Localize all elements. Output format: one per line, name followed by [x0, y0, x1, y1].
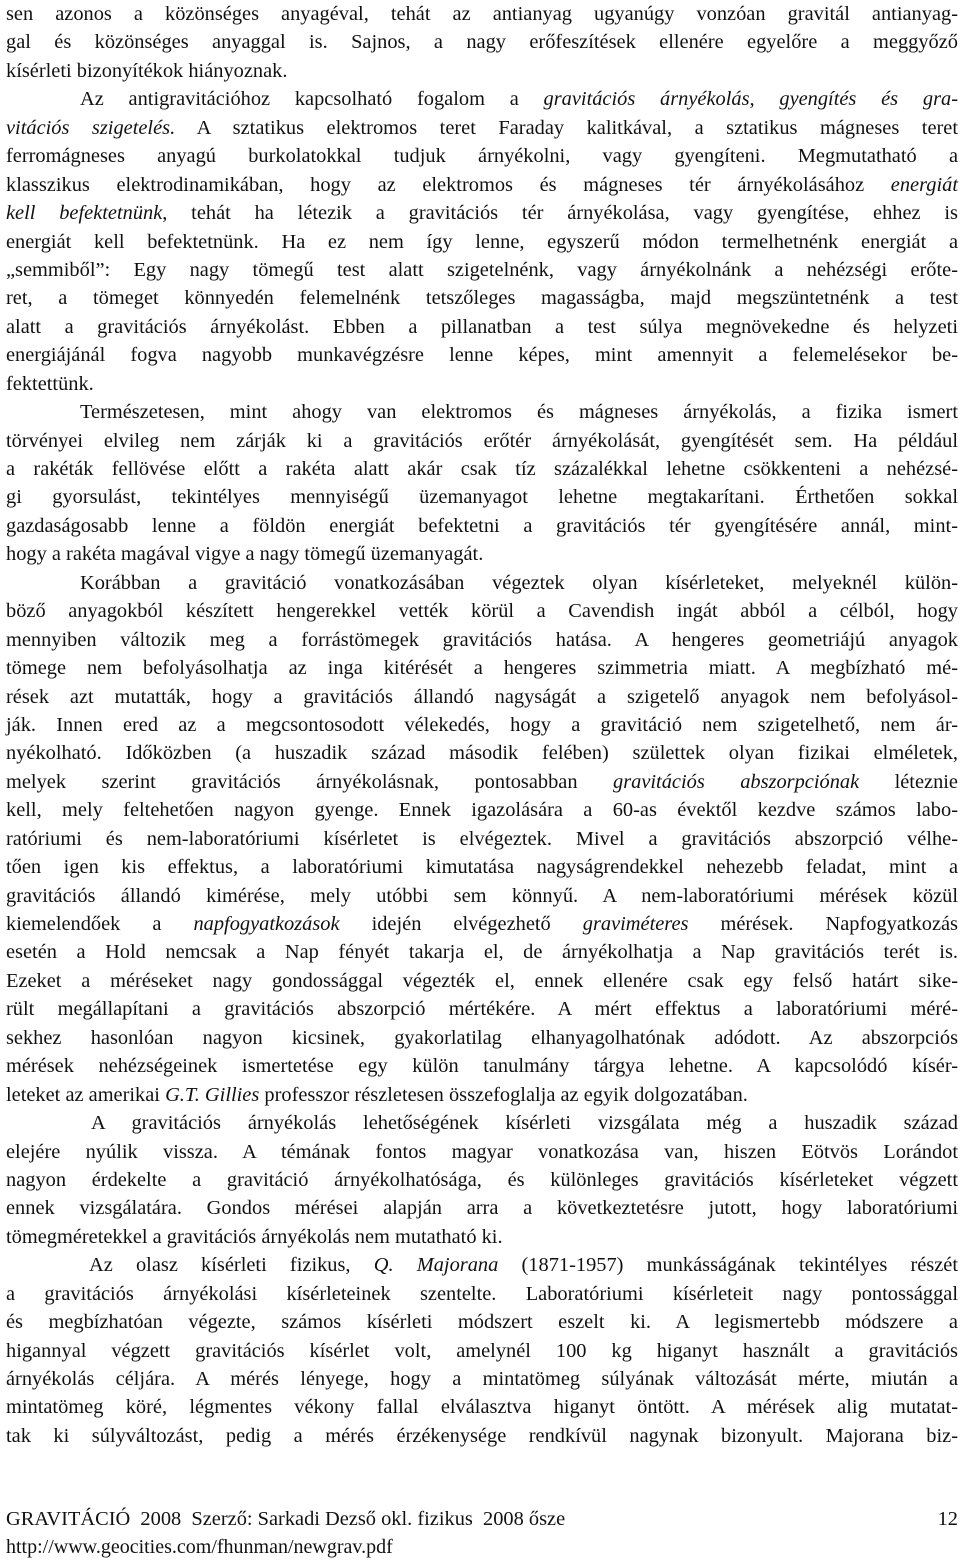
text-segment: „semmiből”: Egy nagy tömegű test alatt szigetelnénk, vagy árnyékolnánk a nehézségi erőte-: [6, 258, 958, 281]
text-segment: leteket az amerikai: [6, 1083, 166, 1106]
text-segment: Az antigravitációhoz kapcsolható fogalom a: [80, 88, 544, 111]
text-segment: tömegméretekkel a gravitációs árnyékolás nem mutatható ki.: [6, 1225, 503, 1248]
text-segment: melyek szerint gravitációs árnyékolásnak, pontosabban: [6, 770, 613, 793]
italic-term: gravitációs árnyékolás, gyengítés és gra-: [543, 88, 958, 111]
text-line: [6, 1308, 958, 1336]
text-segment: (1871-1957) munkásságának tekintélyes részét: [498, 1254, 959, 1277]
text-line: [6, 256, 958, 284]
text-line: [6, 284, 958, 312]
italic-term: vitációs szigetelés.: [6, 116, 176, 139]
text-line: [6, 825, 958, 853]
text-line: [6, 882, 958, 910]
text-segment: A gravitációs árnyékolás lehetőségének kísérleti vizsgálata még a huszadik század: [91, 1112, 958, 1135]
text-segment: tak ki súlyváltozást, pedig a mérés érzékenysége rendkívül nagynak bizonyult. Majorana biz-: [6, 1424, 958, 1447]
text-segment: árnyékolás céljára. A mérés lényege, hogy a mintatömeg súlyának változását mérte, miután a: [6, 1368, 958, 1390]
text-line: [6, 1166, 958, 1194]
text-segment: mintatömeg köré, légmentes vékony fallal elválasztva higanyt öntött. A mérések alig mutatat-: [6, 1396, 958, 1419]
page-footer: [6, 1505, 958, 1561]
text-segment: esetén a Hold nemcsak a Nap fényét takarja el, de árnyékolhatja a Nap gravitációs terét is.: [6, 941, 958, 964]
text-segment: ferromágneses anyagú burkolatokkal tudjuk árnyékolni, vagy gyengíteni. Megmutatható a: [6, 145, 958, 168]
text-segment: A sztatikus elektromos teret Faraday kalitkával, a sztatikus mágneses teret: [175, 116, 959, 139]
text-segment: sekhez hasonlóan nagyon kicsinek, gyakorlatilag elhanyagolhatónak adódott. Az abszorpciós: [6, 1026, 958, 1049]
text-segment: hogy a rakéta magával vigye a nagy tömegű üzemanyagát.: [6, 543, 484, 566]
text-line: [6, 1280, 958, 1308]
text-line: [6, 540, 958, 568]
text-segment: gi gyorsulást, tekintélyes mennyiségű üzemanyagot lehetne megtakarítani. Érthetően sokkal: [6, 486, 958, 509]
text-line: [6, 0, 958, 28]
italic-term: graviméteres: [582, 913, 689, 935]
text-line: [6, 1081, 958, 1109]
text-segment: gazdaságosabb lenne a földön energiát befektetni a gravitációs tér gyengítésére annál, mint-: [6, 514, 958, 537]
text-line: [6, 1422, 958, 1450]
text-segment: tömege nem befolyásolhatja az inga kitérését a hengeres szimmetria miatt. A megbízható mé-: [6, 657, 958, 680]
text-segment: a rakéták fellövése előtt a rakéta alatt akár csak tíz százalékkal lehetne csökkenteni a nehézsé-: [6, 458, 958, 480]
text-line: [6, 796, 958, 824]
footer-info: GRAVITÁCIÓ 2008 Szerző: Sarkadi Dezső okl. fizikus 2008 ősze: [6, 1508, 566, 1530]
text-segment: kiemelendőek a: [6, 913, 194, 935]
text-segment: idején elvégezhető: [339, 913, 583, 935]
text-line: [6, 938, 958, 966]
text-line: [6, 483, 958, 511]
italic-term: G.T. Gillies: [165, 1083, 260, 1106]
text-segment: alatt a gravitációs árnyékolást. Ebben a pillanatban a test súlya megnövekedne és helyzeti: [6, 315, 958, 338]
page-number: 12: [937, 1508, 958, 1530]
text-segment: rült megállapítani a gravitációs abszorpció mértékére. A mért effektus a laboratóriumi méré-: [6, 998, 958, 1021]
text-segment: nyékolható. Időközben (a huszadik század második felében) születtek olyan fizikai elméletek,: [6, 742, 958, 765]
text-line: [6, 967, 958, 995]
text-segment: gal és közönséges anyaggal is. Sajnos, a nagy erőfeszítések ellenére egyelőre a meggyőző: [6, 31, 958, 54]
text-line: [6, 142, 958, 170]
text-line: [6, 995, 958, 1023]
text-line: [6, 1194, 958, 1222]
text-segment: és megbízhatóan végezte, számos kísérleti módszert eszelt ki. A legismertebb módszere a: [6, 1311, 958, 1334]
text-line: [6, 1251, 958, 1279]
text-segment: energiájánál fogva nagyobb munkavégzésre lenne képes, mint amennyit a felemelésekor be-: [6, 344, 958, 367]
text-line: [6, 683, 958, 711]
text-segment: mérések nehézségeinek ismertetése egy külön tanulmány tárgya lehetne. A kapcsolódó kísér-: [6, 1055, 958, 1078]
text-line: [6, 1138, 958, 1166]
text-segment: ennek vizsgálatára. Gondos mérései alapján arra a következtetésre jutott, hogy laboratóriumi: [6, 1197, 958, 1220]
text-line: [6, 1109, 958, 1137]
text-segment: a gravitációs árnyékolási kísérleteinek szentelte. Laboratóriumi kísérleteit nagy pontossággal: [6, 1282, 958, 1305]
text-line: [6, 569, 958, 597]
text-line: [6, 739, 958, 767]
text-segment: energiát kell befektetnünk. Ha ez nem így lenne, egyszerű módon termelhetnénk energiát a: [6, 230, 958, 253]
text-line: [6, 85, 958, 113]
text-segment: Az olasz kísérleti fizikus,: [89, 1254, 374, 1277]
text-line: [6, 711, 958, 739]
text-line: [6, 57, 958, 85]
text-segment: ratóriumi és nem-laboratóriumi kísérletet is elvégeztek. Mivel a gravitációs abszorpció vélhe-: [6, 827, 958, 850]
text-line: [6, 853, 958, 881]
text-segment: mennyiben változik meg a forrástömegek gravitációs hatása. A hengeres geometriájú anyagok: [6, 628, 958, 651]
text-line: [6, 114, 958, 142]
text-line: [6, 228, 958, 256]
text-line: [6, 597, 958, 625]
text-line: [6, 171, 958, 199]
text-line: [6, 398, 958, 426]
text-segment: fektettünk.: [6, 372, 94, 395]
text-line: [6, 28, 958, 56]
text-segment: higannyal végzett gravitációs kísérlet volt, amelynél 100 kg higanyt használt a gravitációs: [6, 1339, 958, 1362]
text-segment: böző anyagokból készített hengerekkel vették körül a Cavendish ingát abból a célból, hogy: [6, 600, 958, 623]
text-segment: mérések. Napfogyatkozás: [688, 913, 958, 935]
text-segment: , tehát ha létezik a gravitációs tér árnyékolása, vagy gyengítése, ehhez is: [162, 202, 958, 225]
text-line: [6, 1024, 958, 1052]
text-line: [6, 427, 958, 455]
italic-term: energiát: [890, 173, 958, 196]
text-line: [6, 1223, 958, 1251]
text-segment: gravitációs állandó kimérése, mely utóbbi sem könnyű. A nem-laboratóriumi mérések közül: [6, 884, 958, 907]
text-segment: léteznie: [859, 770, 958, 793]
text-line: [6, 626, 958, 654]
footer-row: [6, 1505, 958, 1533]
text-line: [6, 1337, 958, 1365]
text-segment: nagyon érdekelte a gravitáció árnyékolhatósága, és különleges gravitációs kísérleteket végzett: [6, 1168, 958, 1191]
text-segment: tően igen kis effektus, a laboratóriumi kimutatása nagyságrendekkel nehezebb feladat, mint a: [6, 856, 958, 879]
text-line: [6, 199, 958, 227]
text-line: [6, 341, 958, 369]
italic-term: kell befektetnünk: [6, 202, 163, 225]
text-segment: Ezeket a méréseket nagy gondossággal végezték el, ennek ellenére csak egy felső határt sike-: [6, 969, 958, 992]
text-line: [6, 512, 958, 540]
footer-url[interactable]: http://www.geocities.com/fhunman/newgrav.pdf: [6, 1536, 393, 1558]
text-segment: ják. Innen ered az a megcsontosodott vélekedés, hogy a gravitáció nem szigetelhető, nem ár-: [6, 713, 958, 736]
text-segment: klasszikus elektrodinamikában, hogy az elektromos és mágneses tér árnyékolásához: [6, 173, 891, 196]
text-segment: kísérleti bizonyítékok hiányoznak.: [6, 59, 288, 82]
text-line: [6, 768, 958, 796]
text-line: [6, 370, 958, 398]
text-segment: rések azt mutatták, hogy a gravitációs állandó nagyságát a szigetelő anyagok nem befolyásol-: [6, 685, 958, 708]
text-line: [6, 313, 958, 341]
text-line: [6, 1052, 958, 1080]
text-line: [6, 455, 958, 483]
text-segment: Természetesen, mint ahogy van elektromos és mágneses árnyékolás, a fizika ismert: [80, 401, 958, 424]
text-segment: kell, mely feltehetően nagyon gyenge. Ennek igazolására a 60-as évektől kezdve számos labo-: [6, 799, 958, 822]
text-segment: ret, a tömeget könnyedén felemelnénk tetszőleges magasságba, majd megszüntetnénk a test: [6, 287, 958, 310]
text-line: [6, 654, 958, 682]
text-segment: sen azonos a közönséges anyagéval, tehát az antianyag ugyanúgy vonzóan gravitál antianyag-: [6, 3, 958, 25]
text-line: [6, 1393, 958, 1421]
italic-term: gravitációs abszorpciónak: [613, 770, 860, 793]
text-segment: elejére nyúlik vissza. A témának fontos magyar vonatkozása van, hiszen Eötvös Lorándot: [6, 1140, 958, 1163]
body-text: [6, 0, 958, 1450]
italic-term: Q. Majorana: [373, 1254, 499, 1277]
italic-term: napfogyatkozások: [193, 913, 340, 935]
text-line: [6, 1365, 958, 1393]
text-segment: professzor részletesen összefoglalja az egyik dolgozatában.: [259, 1083, 748, 1106]
text-line: [6, 910, 958, 938]
text-segment: törvényei elvileg nem zárják ki a gravitációs erőtér árnyékolását, gyengítését sem. Ha például: [6, 429, 958, 452]
text-segment: Korábban a gravitáció vonatkozásában végeztek olyan kísérleteket, melyeknél külön-: [80, 571, 958, 594]
